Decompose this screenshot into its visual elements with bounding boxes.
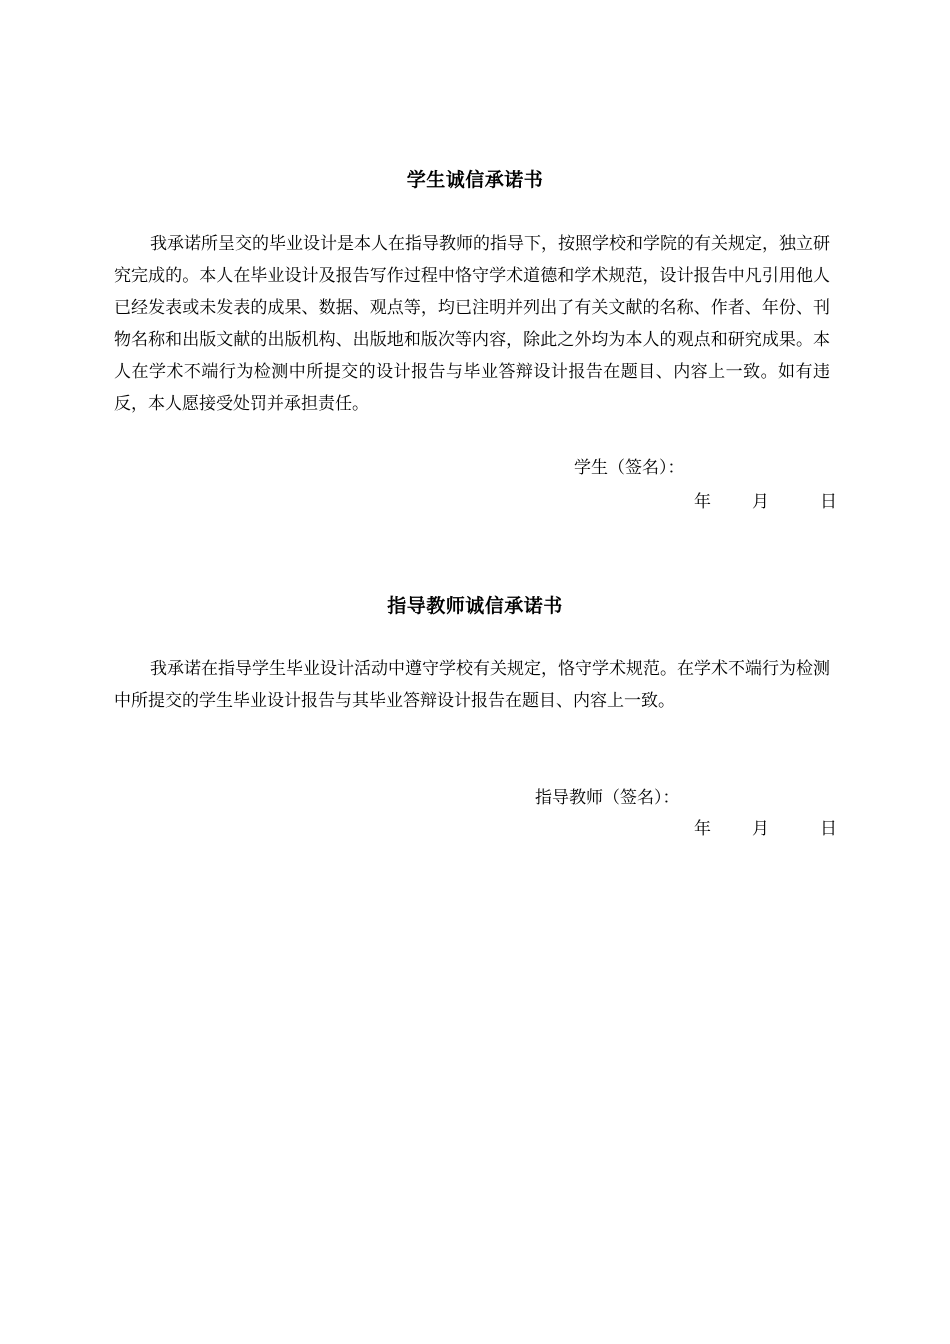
teacher-date-month: 月 xyxy=(752,819,769,839)
teacher-pledge-body: 我承诺在指导学生毕业设计活动中遵守学校有关规定，恪守学术规范。在学术不端行为检测中所提交的学生毕业设计报告与其毕业答辩设计报告在题目、内容上一致。 xyxy=(114,659,830,711)
student-pledge-title: 学生诚信承诺书 xyxy=(406,169,544,191)
student-date-day: 日 xyxy=(820,492,837,512)
teacher-date-year: 年 xyxy=(694,819,711,839)
teacher-pledge-title: 指导教师诚信承诺书 xyxy=(387,595,563,617)
student-signature-label: 学生（签名）： xyxy=(574,458,685,478)
student-date-year: 年 xyxy=(694,492,711,512)
teacher-date-day: 日 xyxy=(820,819,837,839)
student-pledge-body: 我承诺所呈交的毕业设计是本人在指导教师的指导下，按照学校和学院的有关规定，独立研究完成的。本人在毕业设计及报告写作过程中恪守学术道德和学术规范，设计报告中凡引用他人已经发表或未发表的成果、数据、观点等，均已注明并列出了有关文献的名称、作者、年份、刊物名称和出版文献的出版机构、出版地和版次等内容，除此之外均为本人的观点和研究成果。本人在学术不端行为检测中所提交的设计报告与毕业答辩设计报告在题目、内容上一致。如有违反，本人愿接受处罚并承担责任。 xyxy=(114,234,830,414)
teacher-signature-label: 指导教师（签名）： xyxy=(535,788,680,808)
student-date-month: 月 xyxy=(752,492,769,512)
